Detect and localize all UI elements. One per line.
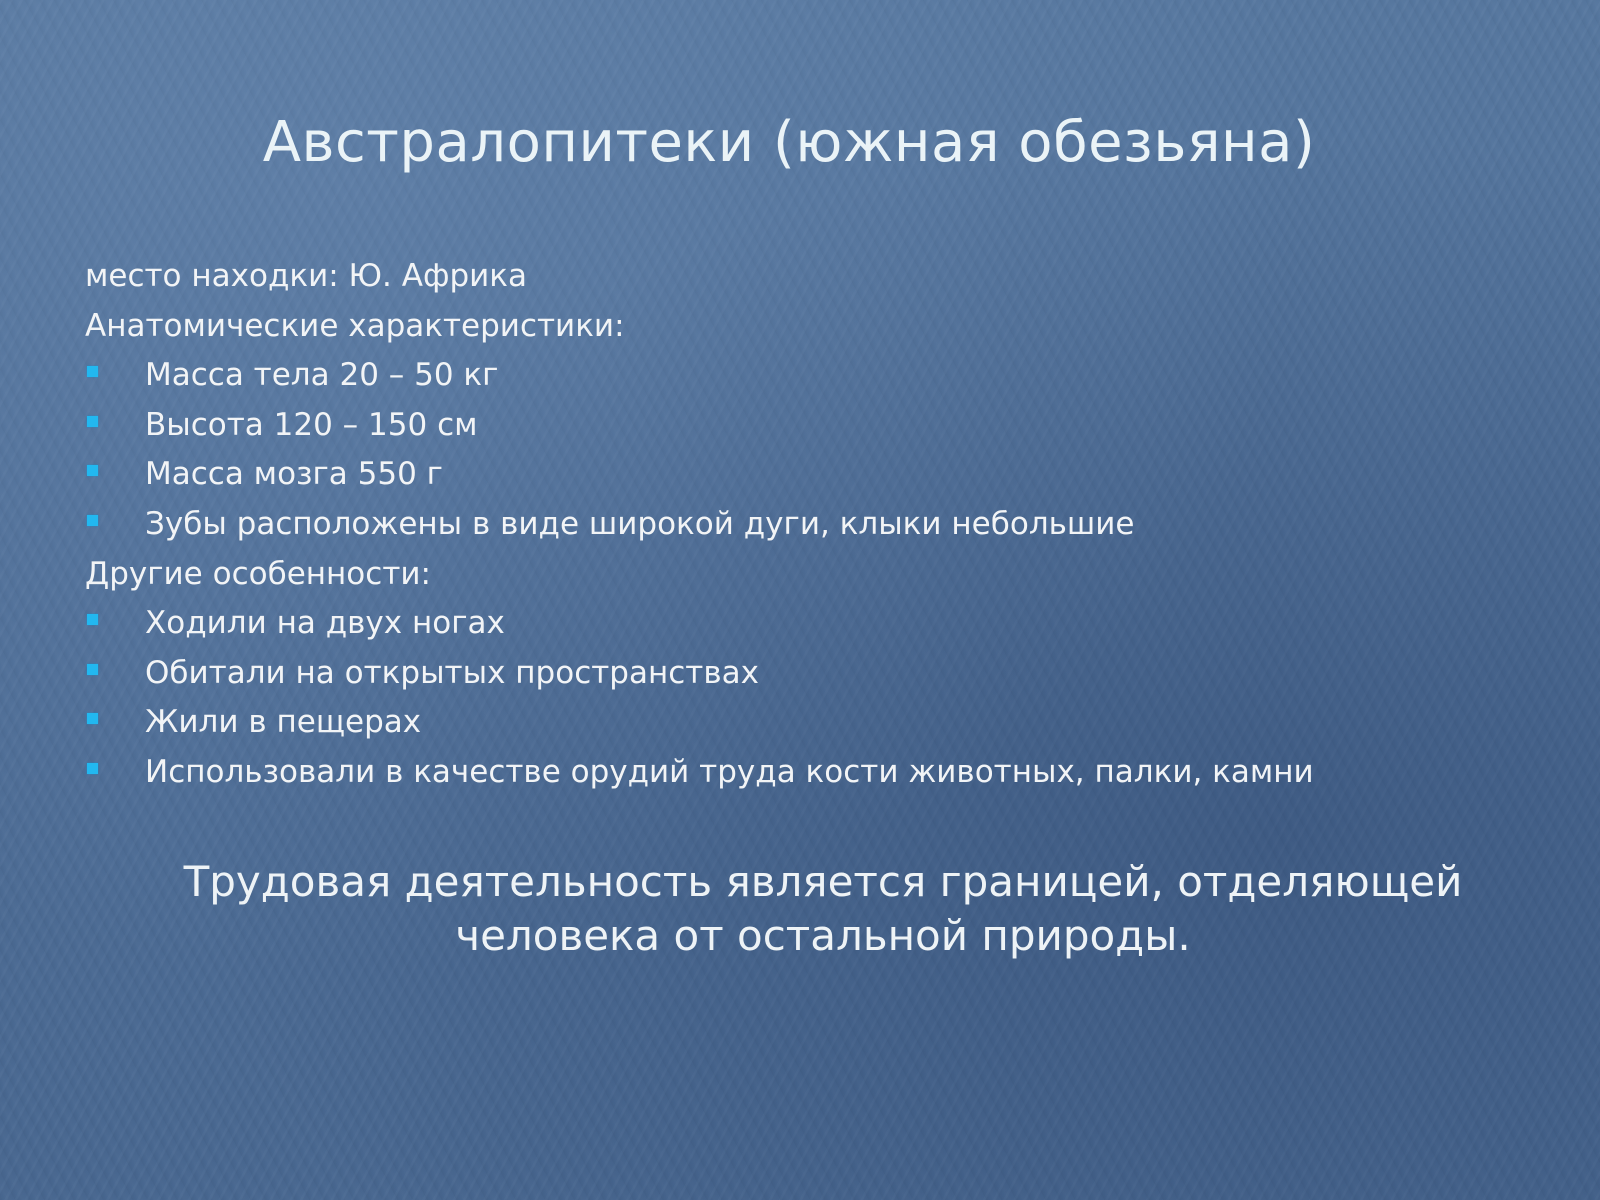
list-item <box>85 450 1525 500</box>
list-item <box>85 500 1525 550</box>
square-bullet-icon <box>87 416 98 427</box>
section-heading-anatomy <box>85 302 1525 352</box>
slide-body <box>85 252 1525 798</box>
conclusion-text <box>0 855 1600 963</box>
square-bullet-icon <box>87 366 98 377</box>
list-item-text: Масса тела 20 – 50 кг <box>145 357 499 394</box>
section-heading-other <box>85 550 1525 600</box>
list-item <box>85 401 1525 451</box>
list-item <box>85 252 1525 302</box>
list-item-text: Использовали в качестве орудий труда кости животных, палки, камни <box>145 753 1314 790</box>
conclusion-line-1: Трудовая деятельность является границей, отделяющей <box>183 857 1463 906</box>
list-item-text: Высота 120 – 150 см <box>145 406 478 443</box>
list-item-text: место находки: Ю. Африка <box>85 258 527 294</box>
list-item-text: Зубы расположены в виде широкой дуги, клыки небольшие <box>145 505 1135 542</box>
square-bullet-icon <box>87 713 98 724</box>
list-item-text: Другие особенности: <box>85 555 431 592</box>
list-item-text: Жили в пещерах <box>145 704 422 741</box>
square-bullet-icon <box>87 465 98 476</box>
list-item <box>85 649 1525 699</box>
list-item <box>85 698 1525 748</box>
conclusion-line-2: человека от остальной природы. <box>455 911 1191 960</box>
list-item-text: Обитали на открытых пространствах <box>145 654 759 691</box>
square-bullet-icon <box>87 763 98 774</box>
list-item-text: Масса мозга 550 г <box>145 456 443 493</box>
list-item <box>85 351 1525 401</box>
list-item-text: Ходили на двух ногах <box>145 605 505 642</box>
square-bullet-icon <box>87 515 98 526</box>
square-bullet-icon <box>87 664 98 675</box>
list-item <box>85 748 1525 798</box>
list-item <box>85 599 1525 649</box>
list-item-text: Анатомические характеристики: <box>85 307 625 344</box>
slide-title: Австралопитеки (южная обезьяна) <box>262 110 1316 175</box>
square-bullet-icon <box>87 614 98 625</box>
